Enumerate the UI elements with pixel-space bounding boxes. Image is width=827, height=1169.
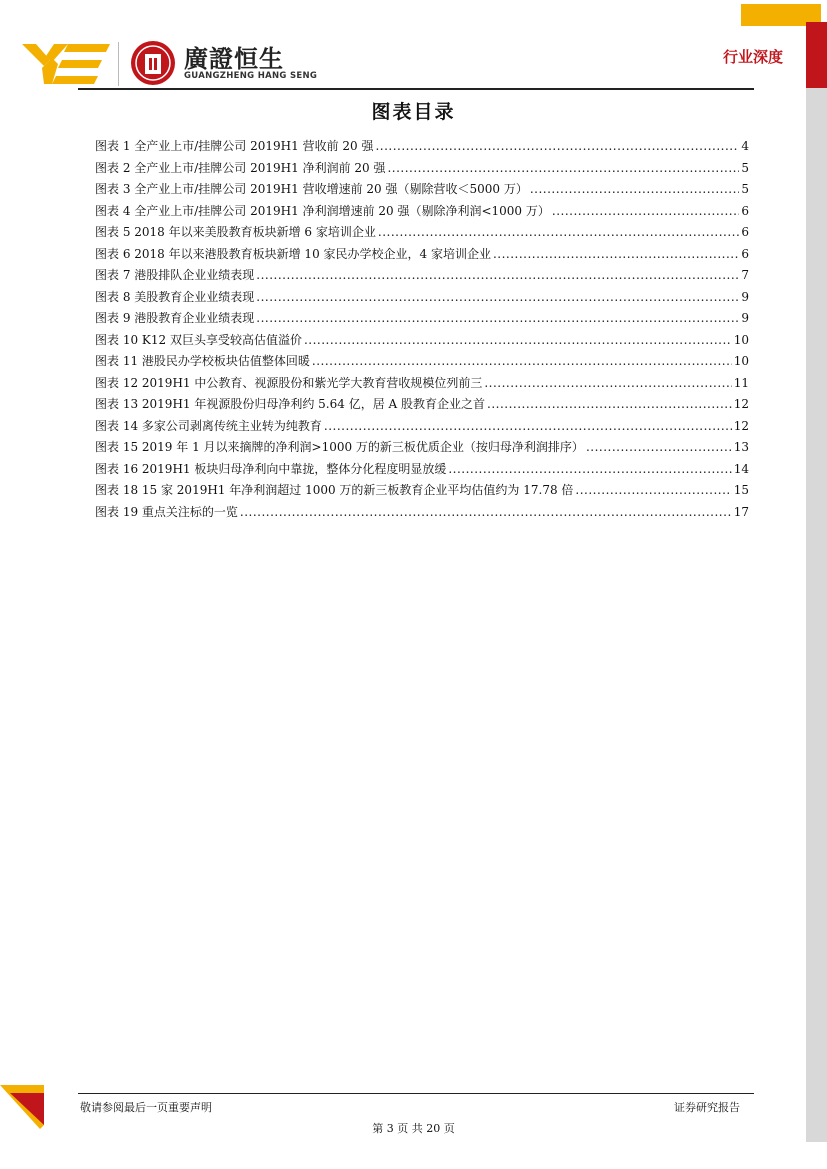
toc-entry-page: 10 [733,332,749,347]
toc-leader-dots [304,330,732,352]
toc-entry[interactable] [95,179,749,201]
toc-entry-label: 图表 7 港股排队企业业绩表现 [95,268,255,282]
toc-entry-page: 5 [741,182,749,196]
toc-entry-page: 6 [741,225,749,239]
toc-entry-label: 图表 13 2019H1 年视源股份归母净利约 5.64 亿，居 A 股教育企业之首 [95,397,485,411]
toc-leader-dots [240,502,732,524]
toc-entry[interactable] [95,351,749,373]
toc-leader-dots [312,351,732,373]
toc-entry-page: 13 [733,440,749,454]
footer-report-type: 证券研究报告 [674,1101,740,1114]
toc-leader-dots [484,373,731,395]
toc-entry-label: 图表 3 全产业上市/挂牌公司 2019H1 营收增速前 20 强（剔除营收＜5000 万） [95,182,528,196]
footer-rule [78,1093,754,1094]
toc-entry[interactable] [95,265,749,287]
toc-leader-dots [256,287,739,309]
toc-entry-page: 10 [733,354,749,368]
toc-title: 图表目录 [371,101,456,123]
toc-leader-dots [575,480,731,502]
toc-entry[interactable] [95,437,749,459]
toc-entry-label: 图表 11 港股民办学校板块估值整体回暖 [95,354,310,368]
toc-entry-page: 11 [733,375,749,390]
toc-leader-dots [530,179,740,201]
toc-leader-dots [324,416,732,438]
toc-entry-label: 图表 8 美股教育企业业绩表现 [95,289,255,304]
side-gray-bar [806,22,827,1142]
toc-leader-dots [378,222,739,244]
toc-entry[interactable] [95,502,749,524]
toc-entry[interactable] [95,459,749,481]
toc-leader-dots [586,437,732,459]
ye-logo-icon [22,44,112,84]
toc-entry-page: 15 [733,483,749,497]
toc-entry[interactable] [95,330,749,352]
logo-separator [118,42,119,86]
logo-english-name: GUANGZHENG HANG SENG [184,71,318,81]
toc-leader-dots [387,158,739,180]
toc-entry-page: 12 [733,418,749,433]
toc-entry-page: 6 [741,246,749,261]
toc-entry-label: 图表 14 多家公司剥离传统主业转为纯教育 [95,418,322,433]
toc-entry-label: 图表 15 2019 年 1 月以来摘牌的净利润>1000 万的新三板优质企业（按归母净利润排序） [95,440,584,454]
toc-entry[interactable] [95,158,749,180]
toc-entry-page: 14 [733,461,749,476]
corner-triangle-icon [0,1085,44,1129]
toc-entry[interactable] [95,136,749,158]
toc-entry[interactable] [95,416,749,438]
footer-disclaimer: 敬请参阅最后一页重要声明 [80,1101,212,1114]
section-tag: 行业深度 [723,48,784,66]
toc-entry-label: 图表 1 全产业上市/挂牌公司 2019H1 营收前 20 强 [95,139,374,153]
toc-leader-dots [375,136,739,158]
toc-leader-dots [256,265,739,287]
toc-entry[interactable] [95,480,749,502]
toc-leader-dots [256,308,739,330]
toc-entry-page: 12 [733,397,749,411]
toc-entry-label: 图表 6 2018 年以来港股教育板块新增 10 家民办学校企业，4 家培训企业 [95,246,491,261]
toc-entry-label: 图表 12 2019H1 中公教育、视源股份和紫光学大教育营收规模位列前三 [95,375,483,390]
toc-entry-page: 17 [733,504,749,519]
toc-entry[interactable] [95,373,749,395]
toc-entry[interactable] [95,222,749,244]
toc-entry-page: 5 [741,160,749,175]
toc-entry-page: 9 [741,311,749,325]
toc-entry-label: 图表 10 K12 双巨头享受较高估值溢价 [95,332,302,347]
toc-entry-label: 图表 18 15 家 2019H1 年净利润超过 1000 万的新三板教育企业平均估值约为 17.78 倍 [95,483,574,497]
toc-entry-label: 图表 2 全产业上市/挂牌公司 2019H1 净利润前 20 强 [95,160,386,175]
toc-entry[interactable] [95,394,749,416]
toc-leader-dots [493,244,739,266]
side-red-bar [806,22,827,88]
toc-entry-label: 图表 9 港股教育企业业绩表现 [95,311,255,325]
toc-entry-page: 4 [741,139,749,153]
toc-list [95,136,749,523]
toc-entry[interactable] [95,287,749,309]
toc-entry-page: 7 [741,268,749,282]
seal-logo-icon [130,40,176,86]
header-rule [78,88,754,90]
company-logo [22,40,322,90]
toc-entry-label: 图表 4 全产业上市/挂牌公司 2019H1 净利润增速前 20 强（剔除净利润<1000 万） [95,203,550,218]
toc-entry-label: 图表 16 2019H1 板块归母净利向中靠拢，整体分化程度明显放缓 [95,461,447,476]
toc-entry[interactable] [95,201,749,223]
toc-entry-page: 9 [741,289,749,304]
logo-chinese-name: 廣證恒生 [184,45,284,73]
toc-leader-dots [448,459,731,481]
toc-entry[interactable] [95,244,749,266]
toc-leader-dots [487,394,732,416]
toc-entry[interactable] [95,308,749,330]
toc-entry-label: 图表 5 2018 年以来美股教育板块新增 6 家培训企业 [95,225,376,239]
page-number: 第 3 页 共 20 页 [372,1122,455,1135]
toc-leader-dots [552,201,739,223]
toc-entry-page: 6 [741,203,749,218]
toc-entry-label: 图表 19 重点关注标的一览 [95,504,238,519]
